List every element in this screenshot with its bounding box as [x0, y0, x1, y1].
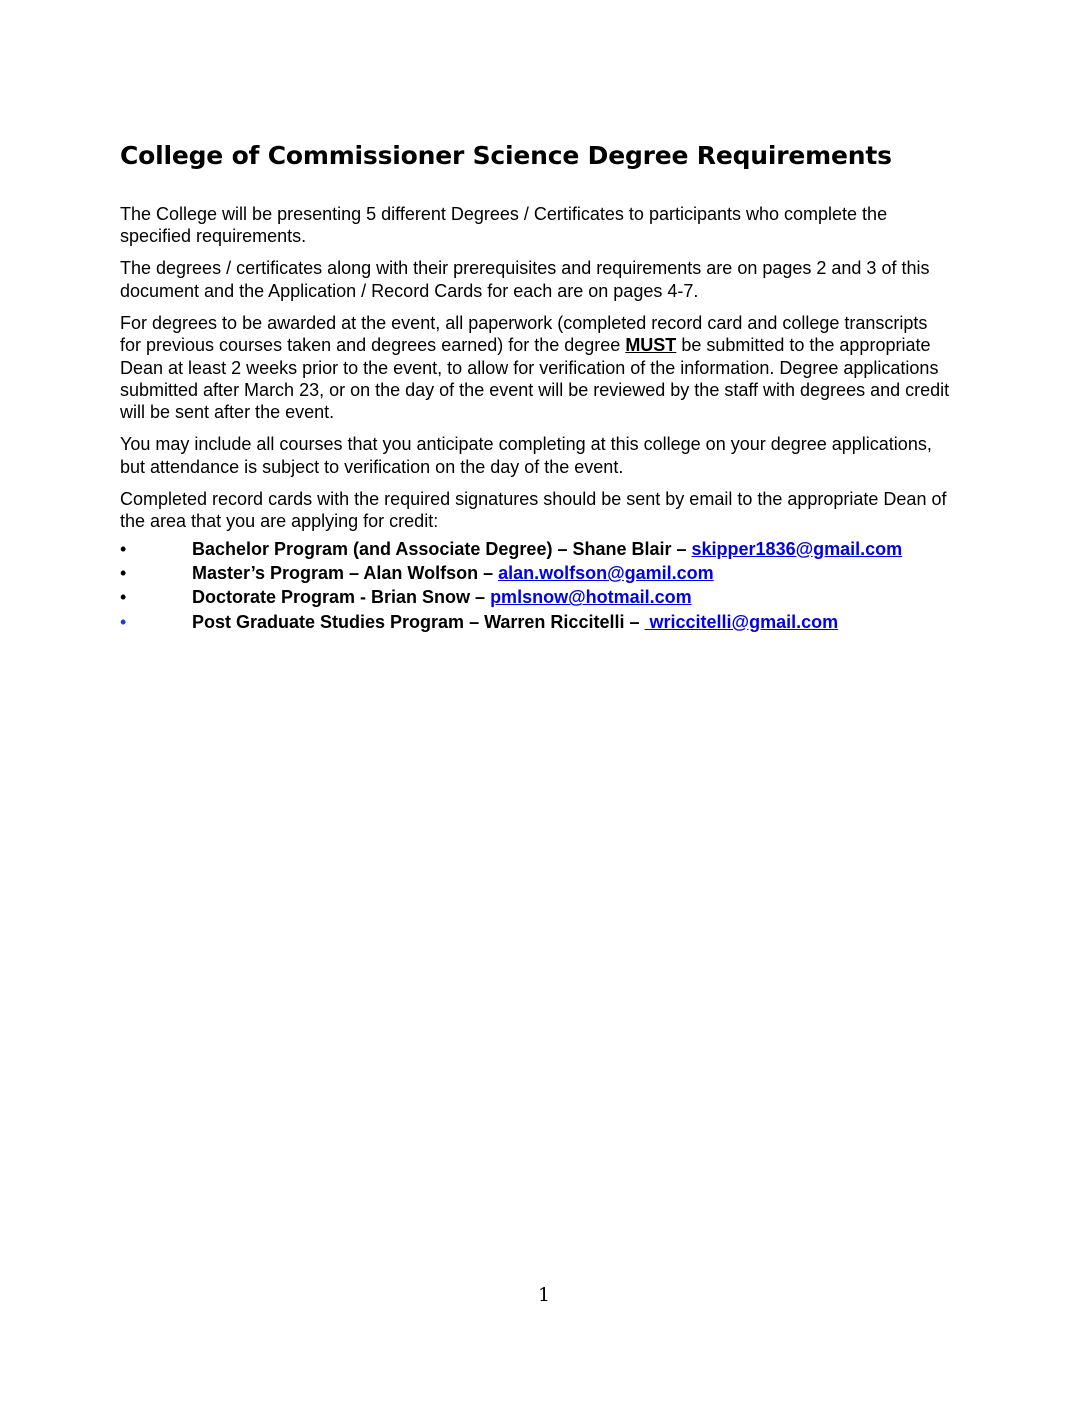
page-title: College of Commissioner Science Degree Requirements — [120, 141, 892, 170]
program-dean-label: Doctorate Program - Brian Snow – — [192, 587, 491, 608]
paragraph-line: For degrees to be awarded at the event, all paperwork (completed record card and college transcripts — [120, 312, 928, 333]
bullet-icon: • — [120, 611, 127, 632]
bullet-icon: • — [120, 538, 127, 559]
dean-email-link[interactable]: skipper1836@gmail.com — [691, 538, 903, 559]
dean-list-item-doctorate — [120, 585, 1030, 609]
must-emphasis: MUST — [625, 335, 677, 356]
paragraph-line: The degrees / certificates along with their prerequisites and requirements are on pages 2 and 3 of this — [120, 258, 930, 279]
intro-paragraph — [120, 203, 1030, 248]
dean-email-link[interactable]: alan.wolfson@gamil.com — [498, 563, 714, 584]
paragraph-line: You may include all courses that you anticipate completing at this college on your degree applications, — [120, 434, 932, 455]
program-dean-label: Bachelor Program (and Associate Degree) – Shane Blair – — [192, 538, 692, 559]
paragraph-line: specified requirements. — [120, 226, 307, 247]
paragraph-line: submitted after March 23, or on the day of the event will be reviewed by the staff with degrees and credit — [120, 380, 950, 401]
dean-email-link[interactable]: wriccitelli@gmail.com — [644, 611, 839, 632]
submission-paragraph — [120, 488, 1030, 533]
dean-list-item-masters — [120, 561, 1030, 585]
paragraph-line: the area that you are applying for credit: — [120, 511, 439, 532]
document-body — [120, 203, 1030, 634]
paragraph-line: Dean at least 2 weeks prior to the event, to allow for verification of the information. Degree applications — [120, 357, 939, 378]
dean-email-link[interactable]: pmlsnow@hotmail.com — [490, 587, 692, 608]
bullet-icon: • — [120, 587, 127, 608]
paragraph-line — [120, 334, 1030, 356]
bullet-icon: • — [120, 563, 127, 584]
paragraph-line: Completed record cards with the required signatures should be sent by email to the appropriate Dean of — [120, 488, 947, 509]
program-dean-label: Post Graduate Studies Program – Warren Riccitelli – — [192, 611, 645, 632]
page-number: 1 — [537, 1284, 551, 1306]
paperwork-paragraph — [120, 312, 1030, 424]
paragraph-text: be submitted to the appropriate — [676, 335, 931, 356]
paragraph-line: document and the Application / Record Cards for each are on pages 4-7. — [120, 280, 699, 301]
attendance-paragraph — [120, 433, 1030, 478]
paragraph-text: for previous courses taken and degrees earned) for the degree — [120, 335, 626, 356]
paragraph-line: but attendance is subject to verification on the day of the event. — [120, 456, 624, 477]
paragraph-line: will be sent after the event. — [120, 402, 335, 423]
pages-paragraph — [120, 257, 1030, 302]
dean-list-item-bachelor — [120, 537, 1030, 561]
program-dean-label: Master’s Program – Alan Wolfson – — [192, 563, 499, 584]
dean-list-item-post-graduate — [120, 610, 1030, 634]
dean-contact-list — [120, 537, 1030, 635]
paragraph-line: The College will be presenting 5 different Degrees / Certificates to participants who complete the — [120, 204, 888, 224]
